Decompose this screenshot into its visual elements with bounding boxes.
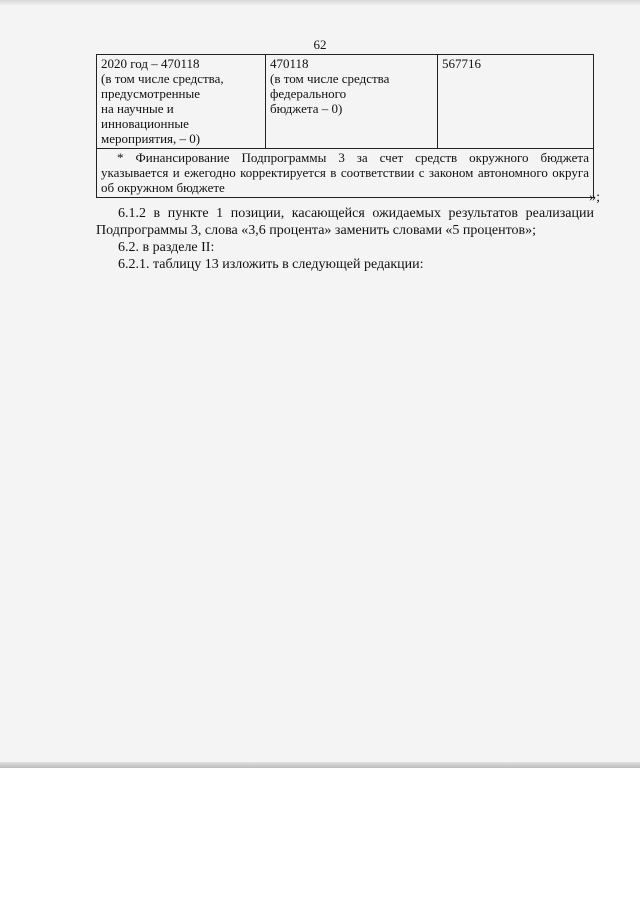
cell-line: предусмотренные — [101, 86, 201, 101]
cell-line: 470118 — [270, 56, 309, 71]
cell-line: (в том числе средства — [270, 71, 390, 86]
funding-table — [96, 54, 594, 198]
cell-line: мероприятия, – 0) — [101, 131, 201, 146]
cell-line: федерального — [270, 86, 347, 101]
cell-line: инновационные — [101, 116, 189, 131]
cell-line: 567716 — [442, 56, 481, 71]
table-row-footnote — [97, 149, 594, 198]
scan-bottom-edge — [0, 762, 640, 768]
closing-quote: »; — [589, 190, 600, 205]
table-cell-other — [438, 55, 594, 149]
footnote-text: * Финансирование Подпрограммы 3 за счет средств окружного бюджета указывается и ежегодно корректируется в соответствии с законом автономного округа об окружном бюджете — [101, 150, 589, 195]
table-footnote-cell — [97, 149, 594, 198]
table-cell-year-total — [97, 55, 266, 149]
table-row — [97, 55, 594, 149]
paragraph-6-1-2: 6.1.2 в пункте 1 позиции, касающейся ожидаемых результатов реализации Подпрограммы 3, слова «3,6 процента» заменить словами «5 процентов»; — [96, 206, 594, 238]
page-number: 62 — [313, 37, 327, 52]
cell-line: 2020 год – 470118 — [101, 56, 200, 71]
cell-line: бюджета – 0) — [270, 101, 343, 116]
cell-line: (в том числе средства, — [101, 71, 224, 86]
table-cell-federal — [266, 55, 438, 149]
paragraph-6-2: 6.2. в разделе II: — [118, 240, 215, 255]
paragraph-6-2-1: 6.2.1. таблицу 13 изложить в следующей редакции: — [118, 257, 424, 272]
cell-line: на научные и — [101, 101, 174, 116]
scan-top-edge — [0, 0, 640, 6]
